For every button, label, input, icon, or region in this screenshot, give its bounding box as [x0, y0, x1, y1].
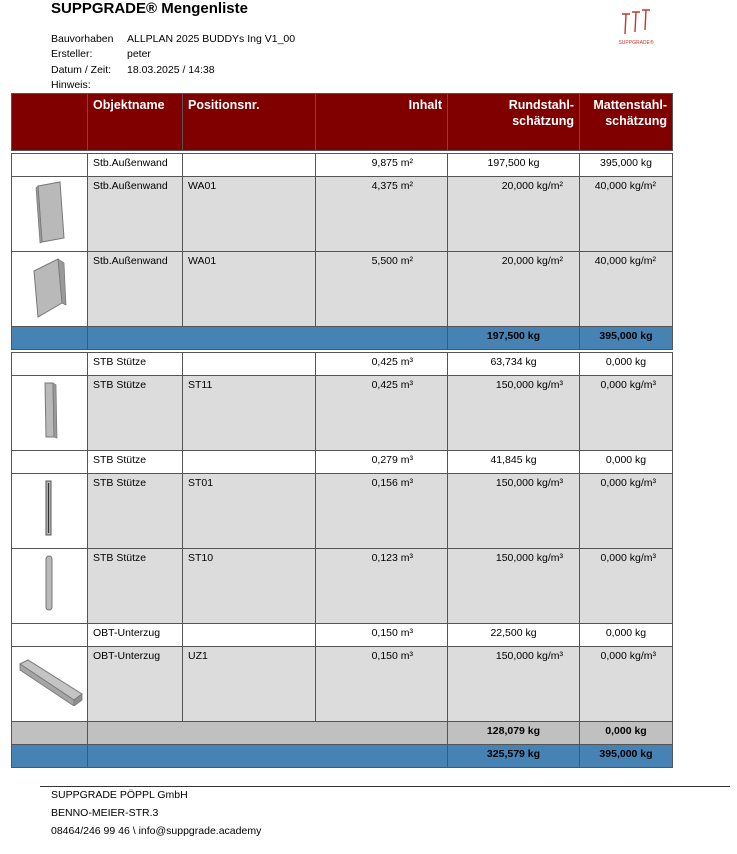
meta-label: Ersteller:	[51, 48, 93, 60]
cell-rund: 20,000 kg/m²	[501, 180, 563, 192]
table-row	[12, 549, 673, 624]
total-matten: 395,000 kg	[599, 330, 653, 342]
cell-matten: 0,000 kg	[605, 627, 647, 639]
cell-inhalt: 0,425 m³	[371, 356, 413, 368]
wall-icon	[12, 177, 88, 252]
cell-pos: UZ1	[188, 650, 208, 662]
cell-pos	[183, 353, 315, 356]
cell-matten: 40,000 kg/m²	[594, 180, 656, 192]
footer-contact: 08464/246 99 46 \ info@suppgrade.academy	[51, 825, 262, 837]
meta-value: ALLPLAN 2025 BUDDYs Ing V1_00	[127, 33, 296, 45]
cell-pos	[183, 624, 315, 627]
header-rundstahl: Rundstahl- schätzung	[448, 94, 580, 151]
cell-matten: 395,000 kg	[600, 157, 652, 169]
round-column-icon	[12, 549, 88, 624]
cell-rund: 150,000 kg/m³	[495, 650, 563, 662]
cell-name: STB Stütze	[93, 356, 147, 368]
header-positionsnr: Positionsnr.	[183, 94, 316, 151]
cell-pos: WA01	[188, 255, 217, 267]
logo-text: SUPPGRADE®	[618, 40, 654, 46]
meta-datum	[51, 64, 215, 76]
cell-inhalt: 0,425 m³	[371, 379, 413, 391]
cell-pos: ST01	[188, 477, 214, 489]
table-row	[12, 353, 673, 376]
quantity-table	[11, 93, 673, 768]
cell-inhalt: 0,150 m³	[371, 627, 413, 639]
cell-name: OBT-Unterzug	[93, 627, 161, 639]
cell-inhalt: 0,279 m³	[371, 454, 413, 466]
header-objektname: Objektname	[88, 94, 183, 151]
cell-inhalt: 0,150 m³	[371, 650, 413, 662]
beam-icon	[12, 647, 88, 722]
cell-inhalt: 0,156 m³	[371, 477, 413, 489]
table-row	[12, 177, 673, 252]
subtotal-matten: 0,000 kg	[605, 725, 647, 737]
meta-value: 18.03.2025 / 14:38	[127, 64, 215, 76]
cell-rund: 150,000 kg/m³	[495, 379, 563, 391]
cell-name: Stb.Außenwand	[93, 180, 168, 192]
cell-name: Stb.Außenwand	[93, 255, 168, 267]
table-header-row	[12, 94, 673, 151]
footer-divider	[40, 786, 730, 787]
table-row	[12, 474, 673, 549]
cell-inhalt: 4,375 m²	[371, 180, 413, 192]
meta-hinweis	[51, 79, 127, 91]
cell-matten: 0,000 kg/m³	[600, 379, 656, 391]
cell-name: STB Stütze	[93, 379, 147, 391]
cell-pos	[183, 154, 315, 157]
total-rund: 197,500 kg	[486, 330, 541, 342]
grand-total-rund: 325,579 kg	[486, 748, 541, 760]
cell-pos: ST10	[188, 552, 214, 564]
meta-bauvorhaben	[51, 33, 295, 45]
cell-rund: 20,000 kg/m²	[501, 255, 563, 267]
footer-company: SUPPGRADE PÖPPL GmbH	[51, 789, 188, 801]
total-row	[12, 327, 673, 350]
grand-total-matten: 395,000 kg	[599, 748, 653, 760]
grand-total-row	[12, 745, 673, 768]
header-inhalt: Inhalt	[316, 94, 448, 151]
cell-name: STB Stütze	[93, 552, 147, 564]
cell-pos: ST11	[188, 379, 213, 391]
subtotal-row	[12, 722, 673, 745]
cell-rund: 150,000 kg/m³	[495, 477, 563, 489]
cell-matten: 0,000 kg/m³	[600, 477, 656, 489]
cell-inhalt: 5,500 m²	[371, 255, 413, 267]
cell-name: Stb.Außenwand	[93, 157, 168, 169]
cell-inhalt: 9,875 m²	[371, 157, 413, 169]
table-row	[12, 624, 673, 647]
footer-street: BENNO-MEIER-STR.3	[51, 807, 159, 819]
meta-label: Hinweis:	[51, 79, 91, 91]
table-row	[12, 376, 673, 451]
cell-name: OBT-Unterzug	[93, 650, 161, 662]
wall-angled-icon	[12, 252, 88, 327]
meta-value: peter	[127, 48, 151, 60]
cell-rund: 22,500 kg	[490, 627, 537, 639]
logo-icon	[616, 8, 656, 40]
page-title: SUPPGRADE® Mengenliste	[51, 0, 248, 17]
cell-inhalt: 0,123 m³	[371, 552, 413, 564]
cell-name: STB Stütze	[93, 477, 147, 489]
meta-ersteller	[51, 48, 151, 60]
header-mattenstahl: Mattenstahl- schätzung	[580, 94, 673, 151]
table-row	[12, 647, 673, 722]
cell-pos: WA01	[188, 180, 217, 192]
cell-rund: 41,845 kg	[490, 454, 537, 466]
cell-name: STB Stütze	[93, 454, 147, 466]
cell-matten: 40,000 kg/m²	[594, 255, 656, 267]
company-logo	[616, 8, 656, 50]
column-icon	[12, 376, 88, 451]
cell-matten: 0,000 kg	[605, 454, 647, 466]
cell-matten: 0,000 kg/m³	[600, 552, 656, 564]
cell-matten: 0,000 kg	[605, 356, 647, 368]
table-row	[12, 252, 673, 327]
cell-rund: 197,500 kg	[487, 157, 540, 169]
meta-label: Bauvorhaben	[51, 33, 114, 45]
table-row	[12, 451, 673, 474]
subtotal-rund: 128,079 kg	[486, 725, 541, 737]
cell-rund: 150,000 kg/m³	[495, 552, 563, 564]
cell-rund: 63,734 kg	[490, 356, 537, 368]
cell-matten: 0,000 kg/m³	[600, 650, 656, 662]
thin-column-icon	[12, 474, 88, 549]
header-image	[12, 94, 88, 151]
table-row	[12, 154, 673, 177]
cell-pos	[183, 451, 315, 454]
meta-label: Datum / Zeit:	[51, 64, 112, 76]
